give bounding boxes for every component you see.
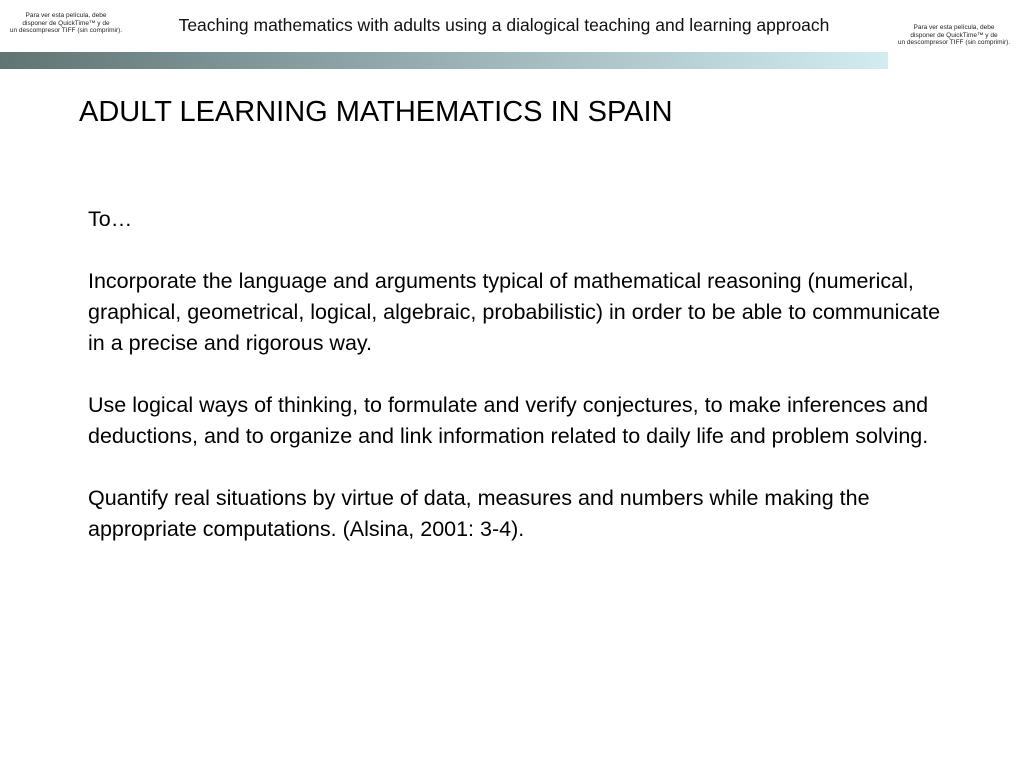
body-paragraph: Incorporate the language and arguments typical of mathematical reasoning (numerical, graphical, geometrical, logical, algebraic, probabilistic) in order to be able to communicate in a precise and rigorous way. [88, 269, 941, 355]
quicktime-note-line: Para ver esta película, debe [25, 12, 107, 19]
body-paragraph: Quantify real situations by virtue of data, measures and numbers while making the appropriate computations. (Alsina, 2001: 3-4). [88, 486, 870, 541]
quicktime-placeholder-left [0, 12, 132, 35]
quicktime-placeholder-right [888, 24, 1020, 47]
header-gradient-bar [0, 52, 888, 69]
body-paragraph-intro: To… [88, 207, 133, 231]
quicktime-note-line: un descompresor TIFF (sin comprimir). [897, 39, 1011, 46]
quicktime-note-line: un descompresor TIFF (sin comprimir). [9, 27, 123, 34]
quicktime-note-line: Para ver esta película, debe [913, 24, 995, 31]
quicktime-note-line: disponer de QuickTime™ y de [910, 31, 998, 39]
quicktime-note-line: disponer de QuickTime™ y de [22, 19, 110, 27]
presentation-header-title: Teaching mathematics with adults using a dialogical teaching and learning approach [178, 15, 830, 35]
slide-title: ADULT LEARNING MATHEMATICS IN SPAIN [79, 96, 673, 128]
body-paragraph: Use logical ways of thinking, to formulate and verify conjectures, to make inferences and deductions, and to organize and link information related to daily life and problem solving. [88, 393, 929, 448]
slide-body [88, 204, 958, 576]
